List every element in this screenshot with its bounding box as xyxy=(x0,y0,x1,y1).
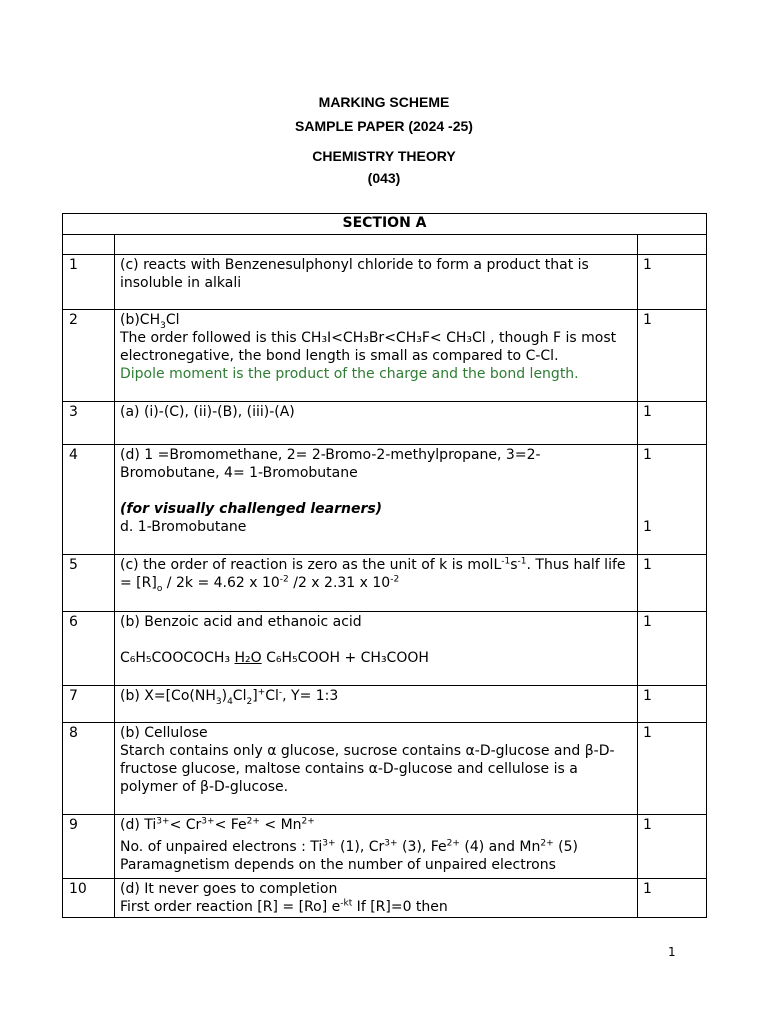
question-number: 4 xyxy=(63,445,115,555)
question-number: 3 xyxy=(63,402,115,445)
doc-subtitle: SAMPLE PAPER (2024 -25) xyxy=(295,118,473,134)
answer-cell: (d) $Ti^{3+}< Cr^{3+}< Fe^{2+} < Mn^{2+}$ No. of unpaired electrons : $Ti^{3+}$ (1), $Cr^{3+}$ (3), $Fe^{2+}$ (4) and $Mn^{2+}$ (5) Paramagnetism depends on the number of unpaired electrons xyxy=(115,815,638,879)
answer-text: (b)CH xyxy=(120,312,161,328)
marks-cell: 1 xyxy=(637,879,706,918)
answer-text: (b) Benzoic acid and ethanoic acid xyxy=(120,614,362,630)
section-title: SECTION A xyxy=(63,214,707,235)
question-number: 6 xyxy=(63,612,115,686)
answer-cell: (a) (i)-(C), (ii)-(B), (iii)-(A) xyxy=(115,402,638,445)
table-row xyxy=(63,255,707,310)
table-row xyxy=(63,310,707,402)
answer-cell xyxy=(115,310,638,402)
highlighted-explanation: Dipole moment is the product of the charge and the bond length. xyxy=(120,366,579,382)
marks-cell: 1 xyxy=(637,723,706,815)
answer-text: (d) 1 =Bromomethane, 2= 2-Bromo-2-methylpropane, 3=2-Bromobutane, 4= 1-Bromobutane xyxy=(120,447,541,481)
subject-code: (043) xyxy=(367,170,401,186)
marks-cell: 1 xyxy=(637,402,706,445)
marks-value: 1 xyxy=(642,519,652,535)
marks-cell: 1 xyxy=(637,612,706,686)
table-row xyxy=(63,555,707,612)
marks-cell: 1 xyxy=(637,255,706,310)
reaction-equation: C₆H₅COOCOCH₃ H₂O C₆H₅COOH + CH₃COOH xyxy=(120,650,429,666)
answer-cell: (b) $X=[Co(NH_3)_4Cl_2]^+Cl^-$, Y= 1:3 xyxy=(115,686,638,723)
question-number: 5 xyxy=(63,555,115,612)
table-row xyxy=(63,723,707,815)
answer-cell: (d) It never goes to completion First order reaction [R] = [Ro] $e^{-kt}$ If [R]=0 then xyxy=(115,879,638,918)
blank-row xyxy=(63,235,707,255)
marks-cell: 1 xyxy=(637,815,706,879)
question-number: 2 xyxy=(63,310,115,402)
question-number: 9 xyxy=(63,815,115,879)
explanation-text: The order followed is this CH₃I<CH₃Br<CH₃F< CH₃Cl , though F is most electronegative, the bond length is small as compared to C-Cl. xyxy=(120,330,617,364)
table-row xyxy=(63,879,707,918)
page-number: 1 xyxy=(668,945,676,959)
table-row xyxy=(63,402,707,445)
marks-value: 1 xyxy=(642,447,652,463)
answer-text: (b) Cellulose xyxy=(120,725,208,741)
answer-text: (d) It never goes to completion xyxy=(120,881,338,897)
marks-cell: 1 xyxy=(637,310,706,402)
table-row xyxy=(63,612,707,686)
table-row xyxy=(63,686,707,723)
marking-scheme-table xyxy=(62,213,707,918)
section-header-row xyxy=(63,214,707,235)
table-row xyxy=(63,815,707,879)
answer-cell xyxy=(115,723,638,815)
answer-text: d. 1-Bromobutane xyxy=(120,519,247,535)
subject-title: CHEMISTRY THEORY xyxy=(312,148,456,164)
question-number: 8 xyxy=(63,723,115,815)
explanation-text: Starch contains only α glucose, sucrose contains α-D-glucose and β-D-fructose glucose, maltose contains α-D-glucose and cellulose is a polymer of β-D-glucose. xyxy=(120,743,615,795)
marks-cell xyxy=(637,445,706,555)
marks-cell: 1 xyxy=(637,555,706,612)
answer-cell: (c) the order of reaction is zero as the unit of k is $molL^{-1}s^{-1}$. Thus half life = $[R]_o / 2k = 4.62$ x $10^{-2}$ /2 x 2.31 x $10^{-2}$ xyxy=(115,555,638,612)
subscript: 3 xyxy=(160,320,166,331)
answer-cell xyxy=(115,445,638,555)
answer-cell: (c) reacts with Benzenesulphonyl chloride to form a product that is insoluble in alkali xyxy=(115,255,638,310)
vi-learners-note: (for visually challenged learners) xyxy=(120,501,383,517)
marks-cell: 1 xyxy=(637,686,706,723)
doc-title: MARKING SCHEME xyxy=(318,94,450,110)
reagent-over-arrow: H₂O xyxy=(234,650,262,666)
question-number: 1 xyxy=(63,255,115,310)
explanation-text: Paramagnetism depends on the number of unpaired electrons xyxy=(120,857,556,873)
answer-cell xyxy=(115,612,638,686)
table-row xyxy=(63,445,707,555)
question-number: 7 xyxy=(63,686,115,723)
answer-text: Cl xyxy=(165,312,180,328)
question-number: 10 xyxy=(63,879,115,918)
